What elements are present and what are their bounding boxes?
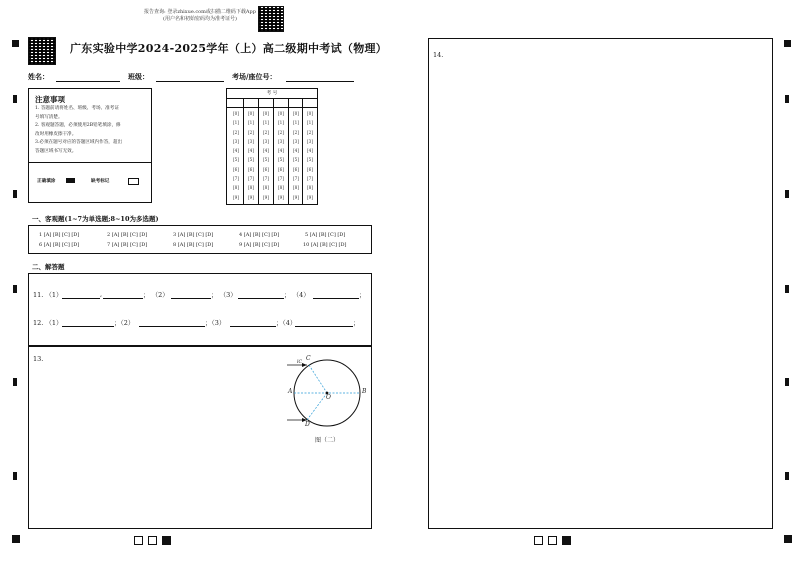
exam-digit-bubble[interactable]: [7]: [263, 176, 269, 182]
page-marker-box: [548, 536, 557, 545]
exam-digit-bubble[interactable]: [2]: [263, 129, 269, 135]
q12-3-blank[interactable]: [230, 326, 276, 327]
absent-mark-label: 缺考标记: [91, 179, 110, 184]
name-label: 姓名：: [28, 72, 49, 81]
seat-label: 考场/座位号：: [232, 72, 277, 81]
class-field[interactable]: [156, 81, 224, 82]
exam-digit-bubble[interactable]: [6]: [248, 166, 254, 172]
mc-q9[interactable]: 9 [A] [B] [C] [D]: [239, 242, 280, 248]
side-mark: [13, 285, 17, 293]
figure-label-o: O: [326, 394, 331, 401]
exam-digit-bubble[interactable]: [5]: [307, 157, 313, 163]
q12-4-blank[interactable]: [295, 326, 353, 327]
exam-title: 广东实验中学2024-2025学年（上）高二级期中考试（物理）: [70, 42, 388, 55]
exam-digit-bubble[interactable]: [8]: [278, 185, 284, 191]
figure-label-b: B: [362, 388, 367, 395]
exam-digit-bubble[interactable]: [0]: [233, 111, 239, 116]
q12-2-blank[interactable]: [139, 326, 205, 327]
q12-1-blank[interactable]: [62, 326, 114, 327]
exam-digit-bubble[interactable]: [9]: [278, 194, 284, 200]
exam-digit-bubble[interactable]: [9]: [263, 194, 269, 200]
figure-label-c: C: [306, 355, 311, 362]
exam-digit-bubble[interactable]: [7]: [248, 176, 254, 182]
side-mark: [785, 190, 789, 198]
exam-digit-bubble[interactable]: [0]: [263, 111, 269, 116]
figure-label-a: A: [288, 388, 293, 395]
exam-digit-bubble[interactable]: [2]: [293, 129, 299, 135]
q11-q12-box: 11. （1） , ； （2） ； （3） ； （4） ； 12. （1） ；（2） ；（3） ；（4） ；: [28, 273, 372, 346]
exam-digit-bubble[interactable]: [5]: [248, 157, 254, 163]
exam-digit-bubble[interactable]: [8]: [263, 185, 269, 191]
report-note-line1: 报告查询: 登录zhixue.com或扫描二维码下载App: [144, 9, 256, 15]
exam-digit-bubble[interactable]: [0]: [248, 111, 254, 116]
exam-digit-bubble[interactable]: [8]: [248, 185, 254, 191]
registration-mark-tr: [784, 40, 791, 47]
exam-digit-bubble[interactable]: [0]: [307, 111, 313, 116]
exam-digit-bubble[interactable]: [6]: [293, 166, 299, 172]
exam-digit-bubble[interactable]: [1]: [248, 120, 254, 126]
download-qr-code: [258, 6, 284, 32]
q11-1b-blank[interactable]: [103, 298, 143, 299]
seat-field[interactable]: [286, 81, 354, 82]
exam-digit-bubble[interactable]: [6]: [263, 166, 269, 172]
class-label: 班级：: [128, 72, 149, 81]
exam-digit-bubble[interactable]: [1]: [233, 120, 239, 126]
exam-digit-bubble[interactable]: [8]: [293, 185, 299, 191]
exam-digit-bubble[interactable]: [6]: [278, 166, 284, 172]
exam-digit-bubble[interactable]: [5]: [263, 157, 269, 163]
q14-label: 14.: [433, 51, 444, 59]
report-note: [0, 9, 400, 23]
exam-digit-bubble[interactable]: [7]: [307, 176, 313, 182]
exam-digit-bubble[interactable]: [2]: [248, 129, 254, 135]
correct-fill-label: 正确填涂: [37, 179, 56, 184]
page-marker-filled: [562, 536, 571, 545]
exam-digit-bubble[interactable]: [1]: [278, 120, 284, 126]
exam-digit-bubble[interactable]: [4]: [263, 148, 269, 154]
side-mark: [785, 378, 789, 386]
exam-digit-bubble[interactable]: [6]: [233, 166, 239, 172]
exam-digit-bubble[interactable]: [7]: [233, 176, 239, 182]
mc-q3[interactable]: 3 [A] [B] [C] [D]: [173, 232, 214, 238]
exam-digit-bubble[interactable]: [3]: [278, 138, 284, 144]
page-marker-filled: [162, 536, 171, 545]
exam-digit-bubble[interactable]: [4]: [293, 148, 299, 154]
exam-digit-bubble[interactable]: [3]: [233, 138, 239, 144]
side-mark: [13, 378, 17, 386]
mc-q5[interactable]: 5 [A] [B] [C] [D]: [305, 232, 346, 238]
name-field[interactable]: [56, 81, 120, 82]
notice-text: 1. 答题前请将姓名、班级、考场、准考证 号填写清楚。 2. 客观题答题，必须使用2B铅笔填涂，修 改时用橡皮擦干净。 3.必须在题号对应的答题区域内作答，超出 答题区域书写无效。: [35, 106, 123, 154]
exam-digit-bubble[interactable]: [4]: [233, 148, 239, 154]
exam-digit-bubble[interactable]: [8]: [233, 185, 239, 191]
exam-digit-bubble[interactable]: [2]: [233, 129, 239, 135]
q11-1a-blank[interactable]: [62, 298, 100, 299]
exam-number-grid: [226, 88, 318, 205]
exam-number-column: [259, 109, 273, 202]
side-mark: [785, 285, 789, 293]
q13-label: 13.: [33, 355, 44, 363]
figure-label-d: D: [305, 421, 310, 428]
q12-prefix: 12. （1）: [33, 319, 63, 327]
figure-label-ic: lC: [297, 360, 302, 365]
exam-digit-bubble[interactable]: [5]: [233, 157, 239, 163]
exam-number-column: [274, 109, 288, 202]
sheet-qr-code: [28, 37, 56, 65]
mc-q4[interactable]: 4 [A] [B] [C] [D]: [239, 232, 280, 238]
mc-q10[interactable]: 10 [A] [B] [C] [D]: [303, 242, 347, 248]
q13-box[interactable]: [28, 346, 372, 529]
exam-digit-bubble[interactable]: [1]: [293, 120, 299, 126]
page-marker-box: [534, 536, 543, 545]
exam-digit-bubble[interactable]: [9]: [248, 194, 254, 200]
exam-digit-bubble[interactable]: [4]: [248, 148, 254, 154]
exam-digit-bubble[interactable]: [9]: [307, 194, 313, 200]
side-mark: [13, 95, 17, 103]
side-mark: [13, 472, 17, 480]
mc-q7[interactable]: 7 [A] [B] [C] [D]: [107, 242, 148, 248]
exam-digit-bubble[interactable]: [1]: [263, 120, 269, 126]
q11-prefix: 11. （1）: [33, 291, 63, 299]
q11-4-blank[interactable]: [313, 298, 359, 299]
side-mark: [785, 95, 789, 103]
notice-title: 注意事项: [35, 95, 65, 104]
exam-digit-bubble[interactable]: [0]: [293, 111, 299, 116]
side-mark: [13, 190, 17, 198]
registration-mark-br: [784, 535, 792, 543]
exam-digit-bubble[interactable]: [5]: [278, 157, 284, 163]
exam-digit-bubble[interactable]: [2]: [307, 129, 313, 135]
absent-mark-box[interactable]: [128, 178, 139, 185]
exam-digit-bubble[interactable]: [9]: [233, 194, 239, 200]
q14-box[interactable]: [428, 38, 773, 529]
q11-3-blank[interactable]: [238, 298, 284, 299]
correct-fill-sample: [66, 178, 75, 183]
registration-mark-tl: [12, 40, 19, 47]
circle-figure: [285, 353, 395, 443]
exam-number-column: [289, 109, 303, 202]
mc-q8[interactable]: 8 [A] [B] [C] [D]: [173, 242, 214, 248]
exam-digit-bubble[interactable]: [7]: [293, 176, 299, 182]
exam-digit-bubble[interactable]: [4]: [278, 148, 284, 154]
exam-digit-bubble[interactable]: [7]: [278, 176, 284, 182]
report-note-line2: (用户名和初始密码均为准考证号): [163, 16, 237, 22]
exam-digit-bubble[interactable]: [4]: [307, 148, 313, 154]
mc-q2[interactable]: 2 [A] [B] [C] [D]: [107, 232, 148, 238]
exam-digit-bubble[interactable]: [3]: [248, 138, 254, 144]
page-marker-box: [134, 536, 143, 545]
exam-number-column: [303, 109, 317, 202]
exam-number-column: [229, 109, 243, 202]
exam-digit-bubble[interactable]: [1]: [307, 120, 313, 126]
figure-caption: 图（二）: [315, 437, 340, 444]
q11-2-blank[interactable]: [171, 298, 211, 299]
exam-digit-bubble[interactable]: [9]: [293, 194, 299, 200]
exam-digit-bubble[interactable]: [3]: [263, 138, 269, 144]
section1-title: 一、客观题(1~7为单选题;8~10为多选题): [32, 215, 159, 223]
exam-digit-bubble[interactable]: [3]: [307, 138, 313, 144]
mc-q6[interactable]: 6 [A] [B] [C] [D]: [39, 242, 80, 248]
side-mark: [785, 472, 789, 480]
registration-mark-bl: [12, 535, 20, 543]
exam-digit-bubble[interactable]: [2]: [278, 129, 284, 135]
exam-digit-bubble[interactable]: [5]: [293, 157, 299, 163]
exam-digit-bubble[interactable]: [0]: [278, 111, 284, 116]
exam-digit-bubble[interactable]: [8]: [307, 185, 313, 191]
exam-digit-bubble[interactable]: [6]: [307, 166, 313, 172]
section2-title: 二、解答题: [32, 263, 65, 271]
objective-box: [28, 225, 372, 254]
page-marker-box: [148, 536, 157, 545]
exam-digit-bubble[interactable]: [3]: [293, 138, 299, 144]
mc-q1[interactable]: 1 [A] [B] [C] [D]: [39, 232, 80, 238]
notice-box: [28, 88, 152, 203]
exam-number-column: [244, 109, 258, 202]
exam-number-header: 考 号: [266, 91, 278, 96]
